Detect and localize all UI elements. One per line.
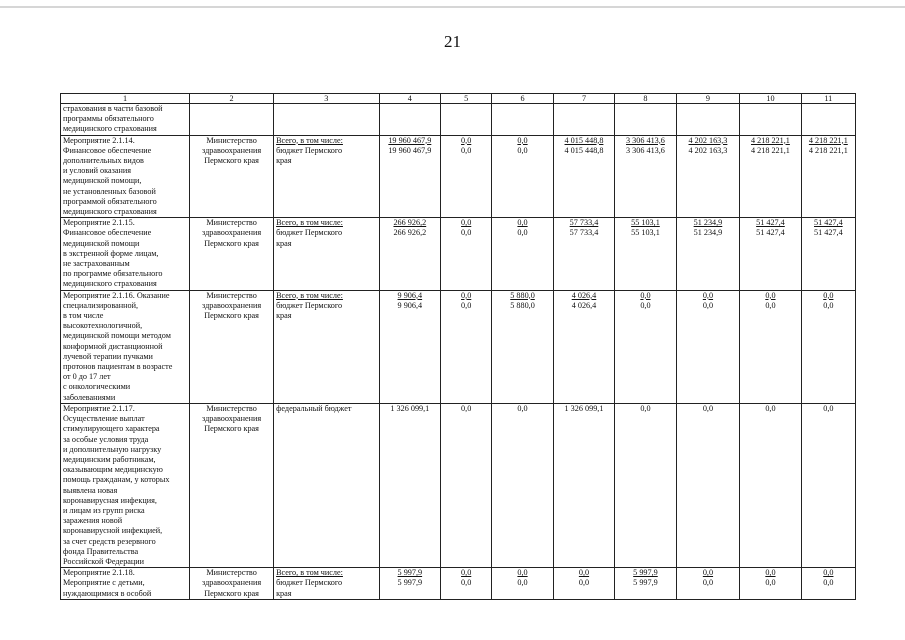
activity-cell [61, 218, 190, 290]
cell-value: 19 960 467,9 [388, 135, 432, 145]
cell-value: 51 234,9 [693, 228, 723, 238]
cell-value: 9 906,4 [397, 300, 423, 310]
cell-value: 0,0 [823, 290, 834, 300]
responsible-cell [190, 568, 274, 600]
column-header: 5 [441, 94, 492, 104]
column-header: 10 [740, 94, 801, 104]
cell-line: Осуществление выплат [63, 414, 145, 424]
cell-value: 0,0 [765, 578, 776, 588]
cell-value: 0,0 [517, 578, 528, 588]
value-cell [801, 568, 855, 600]
table-row [61, 568, 856, 600]
cell-line: медицинского страхования [63, 207, 157, 217]
cell-line: здравоохранения [202, 414, 262, 424]
value-cell [441, 290, 492, 403]
value-cell [801, 218, 855, 290]
cell-line: программой обязательного [63, 196, 157, 206]
cell-value: 0,0 [461, 290, 472, 300]
cell-value: 0,0 [461, 578, 472, 588]
cell-line: медицинской помощи, [63, 176, 142, 186]
value-cell [615, 104, 676, 136]
value-cell [615, 403, 676, 567]
value-cell [379, 568, 440, 600]
value-cell [740, 290, 801, 403]
table-body [61, 104, 856, 600]
value-cell [676, 290, 740, 403]
cell-line: по программе обязательного [63, 269, 163, 279]
cell-line: за счет средств резервного [63, 536, 156, 546]
cell-line: и условий оказания [63, 166, 131, 176]
cell-line: Мероприятие 2.1.18. [63, 568, 135, 578]
cell-value: 0,0 [517, 145, 528, 155]
cell-value: 0,0 [517, 568, 528, 578]
cell-value: 0,0 [702, 568, 714, 578]
cell-line: бюджет Пермского [276, 300, 343, 310]
cell-line: Министерство [206, 403, 257, 413]
cell-line: Министерство [206, 135, 257, 145]
table-header-row [61, 94, 856, 104]
cell-line: Всего, в том числе: [276, 135, 343, 145]
value-cell [740, 568, 801, 600]
cell-line: и дополнительную нагрузку [63, 444, 162, 454]
value-cell [492, 135, 553, 218]
cell-value: 0,0 [517, 135, 528, 145]
column-header: 3 [274, 94, 380, 104]
value-cell [553, 104, 614, 136]
activity-cell [61, 135, 190, 218]
cell-line: Пермского края [204, 156, 259, 166]
cell-line: Финансовое обеспечение [63, 228, 152, 238]
cell-value: 5 997,9 [633, 578, 658, 588]
cell-line: в экстренной форме лицам, [63, 248, 159, 258]
value-cell [441, 218, 492, 290]
funding-source-cell [274, 290, 380, 403]
cell-line: Финансовое обеспечение [63, 145, 152, 155]
cell-value: 0,0 [640, 290, 651, 300]
cell-value: 266 926,2 [393, 218, 427, 228]
funding-source-cell [274, 403, 380, 567]
cell-value: 0,0 [461, 300, 472, 310]
funding-source-cell [274, 135, 380, 218]
value-cell [676, 568, 740, 600]
cell-value: 0,0 [765, 300, 776, 310]
column-header: 4 [379, 94, 440, 104]
responsible-cell [190, 104, 274, 136]
cell-line: не установленных базовой [63, 186, 156, 196]
cell-line: с онкологическими [63, 382, 131, 392]
cell-value: 1 326 099,1 [390, 403, 430, 413]
cell-line: специализированной, [63, 300, 139, 310]
cell-line: Мероприятие 2.1.17. [63, 403, 135, 413]
cell-line: Министерство [206, 568, 257, 578]
cell-line: Пермского края [204, 238, 259, 248]
value-cell [441, 403, 492, 567]
cell-line: стимулирующего характера [63, 424, 160, 434]
value-cell [492, 104, 553, 136]
cell-line: Всего, в том числе: [276, 568, 343, 578]
cell-line: Всего, в том числе: [276, 218, 343, 228]
value-cell [801, 135, 855, 218]
cell-value: 0,0 [702, 290, 714, 300]
table-row [61, 290, 856, 403]
cell-value: 55 103,1 [631, 218, 660, 228]
cell-value: 9 906,4 [397, 290, 423, 300]
value-cell [492, 290, 553, 403]
cell-value: 0,0 [517, 403, 528, 413]
cell-value: 0,0 [578, 568, 590, 578]
cell-line: Мероприятие 2.1.16. Оказание [63, 290, 170, 300]
cell-value: 51 427,4 [814, 218, 843, 228]
cell-line: программы обязательного [63, 114, 154, 124]
budget-table [60, 93, 856, 600]
funding-source-cell [274, 104, 380, 136]
value-cell [553, 403, 614, 567]
cell-value: 0,0 [640, 403, 651, 413]
cell-line: дополнительных видов [63, 156, 144, 166]
value-cell [379, 104, 440, 136]
cell-line: и лицам из групп риска [63, 505, 145, 515]
cell-line: помощь гражданам, у которых [63, 475, 170, 485]
value-cell [801, 290, 855, 403]
cell-line: федеральный бюджет [276, 403, 352, 413]
table-row [61, 218, 856, 290]
scan-top-border [0, 6, 905, 8]
cell-line: Пермского края [204, 588, 259, 598]
value-cell [740, 218, 801, 290]
column-header: 1 [61, 94, 190, 104]
funding-source-cell [274, 568, 380, 600]
cell-line: Министерство [206, 218, 257, 228]
value-cell [379, 135, 440, 218]
cell-value: 0,0 [461, 403, 472, 413]
cell-line: края [276, 311, 292, 321]
cell-line: края [276, 238, 292, 248]
value-cell [379, 403, 440, 567]
column-header: 9 [676, 94, 740, 104]
responsible-cell [190, 403, 274, 567]
cell-value: 0,0 [461, 135, 472, 145]
cell-line: в том числе [63, 311, 104, 321]
cell-value: 51 427,4 [814, 228, 843, 238]
cell-line: конформной дистанционной [63, 341, 163, 351]
value-cell [740, 403, 801, 567]
value-cell [676, 135, 740, 218]
cell-value: 4 015 448,8 [564, 145, 604, 155]
value-cell [615, 135, 676, 218]
cell-line: здравоохранения [202, 228, 262, 238]
cell-value: 57 733,4 [569, 228, 599, 238]
column-header: 6 [492, 94, 553, 104]
cell-value: 0,0 [640, 300, 651, 310]
value-cell [615, 218, 676, 290]
cell-line: коронавирусной инфекцией, [63, 526, 163, 536]
cell-line: Всего, в том числе: [276, 290, 343, 300]
value-cell [379, 218, 440, 290]
cell-line: медицинской помощи [63, 238, 140, 248]
cell-line: здравоохранения [202, 145, 262, 155]
value-cell [441, 568, 492, 600]
cell-line: заражения новой [63, 516, 123, 526]
cell-value: 4 218 221,1 [808, 145, 848, 155]
cell-value: 0,0 [517, 218, 528, 228]
cell-line: бюджет Пермского [276, 578, 343, 588]
cell-value: 0,0 [461, 145, 472, 155]
cell-value: 4 015 448,8 [564, 135, 604, 145]
cell-value: 51 427,4 [756, 218, 785, 228]
value-cell [492, 568, 553, 600]
cell-line: страхования в части базовой [63, 104, 163, 113]
cell-value: 3 306 413,6 [626, 145, 665, 155]
cell-line: Министерство [206, 290, 257, 300]
column-header: 11 [801, 94, 855, 104]
cell-line: Мероприятие 2.1.14. [63, 135, 135, 145]
cell-line: медицинской помощи методом [63, 331, 171, 341]
cell-line: здравоохранения [202, 578, 262, 588]
cell-line: не застрахованным [63, 259, 130, 269]
cell-value: 55 103,1 [631, 228, 660, 238]
value-cell [553, 218, 614, 290]
cell-value: 266 926,2 [393, 228, 427, 238]
cell-value: 0,0 [702, 300, 714, 310]
responsible-cell [190, 135, 274, 218]
cell-value: 0,0 [702, 578, 714, 588]
value-cell [615, 290, 676, 403]
cell-line: протонов пациентам в возрасте [63, 362, 173, 372]
value-cell [615, 568, 676, 600]
value-cell [801, 104, 855, 136]
activity-cell [61, 104, 190, 136]
cell-line: высокотехнологичной, [63, 321, 143, 331]
value-cell [379, 290, 440, 403]
value-cell [441, 135, 492, 218]
cell-line: за особые условия труда [63, 434, 149, 444]
cell-line: заболеваниями [63, 392, 116, 402]
cell-value: 0,0 [517, 228, 528, 238]
cell-value: 4 202 163,3 [688, 145, 728, 155]
cell-line: медицинским работникам, [63, 454, 156, 464]
cell-value: 51 234,9 [693, 218, 723, 228]
cell-line: медицинского страхования [63, 124, 157, 134]
cell-value: 5 997,9 [397, 578, 423, 588]
cell-value: 0,0 [461, 568, 472, 578]
cell-value: 0,0 [823, 300, 834, 310]
cell-value: 5 997,9 [633, 568, 658, 578]
cell-value: 19 960 467,9 [388, 145, 432, 155]
cell-line: фонда Правительства [63, 546, 139, 556]
value-cell [740, 135, 801, 218]
cell-line: коронавирусная инфекция, [63, 495, 157, 505]
cell-value: 0,0 [765, 568, 776, 578]
activity-cell [61, 568, 190, 600]
cell-value: 0,0 [765, 403, 776, 413]
cell-line: выявлена новая [63, 485, 118, 495]
cell-value: 4 026,4 [571, 300, 597, 310]
cell-line: Российской Федерации [63, 556, 145, 566]
value-cell [553, 568, 614, 600]
table-row [61, 104, 856, 136]
responsible-cell [190, 290, 274, 403]
value-cell [492, 218, 553, 290]
cell-value: 5 880,0 [510, 290, 535, 300]
cell-value: 4 026,4 [571, 290, 597, 300]
table-row [61, 403, 856, 567]
cell-value: 5 997,9 [397, 568, 423, 578]
cell-value: 3 306 413,6 [626, 135, 665, 145]
cell-line: Пермского края [204, 424, 259, 434]
value-cell [676, 104, 740, 136]
cell-line: бюджет Пермского [276, 228, 343, 238]
cell-value: 57 733,4 [569, 218, 599, 228]
cell-value: 0,0 [823, 568, 834, 578]
cell-value: 5 880,0 [510, 300, 535, 310]
column-header: 7 [553, 94, 614, 104]
value-cell [492, 403, 553, 567]
value-cell [553, 290, 614, 403]
funding-source-cell [274, 218, 380, 290]
cell-line: Пермского края [204, 311, 259, 321]
value-cell [801, 403, 855, 567]
value-cell [676, 403, 740, 567]
cell-value: 51 427,4 [756, 228, 785, 238]
cell-value: 0,0 [823, 403, 834, 413]
cell-value: 4 218 221,1 [750, 145, 790, 155]
cell-line: здравоохранения [202, 300, 262, 310]
cell-line: Мероприятие с детьми, [63, 578, 145, 588]
cell-value: 1 326 099,1 [564, 403, 604, 413]
cell-value: 4 218 221,1 [750, 135, 790, 145]
cell-value: 0,0 [702, 403, 714, 413]
value-cell [740, 104, 801, 136]
cell-line: оказывающим медицинскую [63, 465, 163, 475]
column-header: 2 [190, 94, 274, 104]
table-row [61, 135, 856, 218]
value-cell [676, 218, 740, 290]
cell-line: от 0 до 17 лет [63, 372, 111, 382]
activity-cell [61, 290, 190, 403]
cell-line: края [276, 156, 292, 166]
activity-cell [61, 403, 190, 567]
cell-value: 0,0 [578, 578, 590, 588]
cell-line: края [276, 588, 292, 598]
cell-value: 0,0 [765, 290, 776, 300]
cell-value: 0,0 [461, 218, 472, 228]
value-cell [441, 104, 492, 136]
cell-value: 4 202 163,3 [688, 135, 728, 145]
cell-value: 0,0 [461, 228, 472, 238]
value-cell [553, 135, 614, 218]
cell-line: нуждающимися в особой [63, 588, 152, 598]
page-number: 21 [444, 32, 461, 51]
cell-value: 4 218 221,1 [808, 135, 848, 145]
cell-line: бюджет Пермского [276, 145, 343, 155]
cell-line: медицинского страхования [63, 279, 157, 289]
responsible-cell [190, 218, 274, 290]
cell-line: Мероприятие 2.1.15. [63, 218, 135, 228]
cell-line: лучевой терапии пучками [63, 351, 153, 361]
cell-value: 0,0 [823, 578, 834, 588]
column-header: 8 [615, 94, 676, 104]
